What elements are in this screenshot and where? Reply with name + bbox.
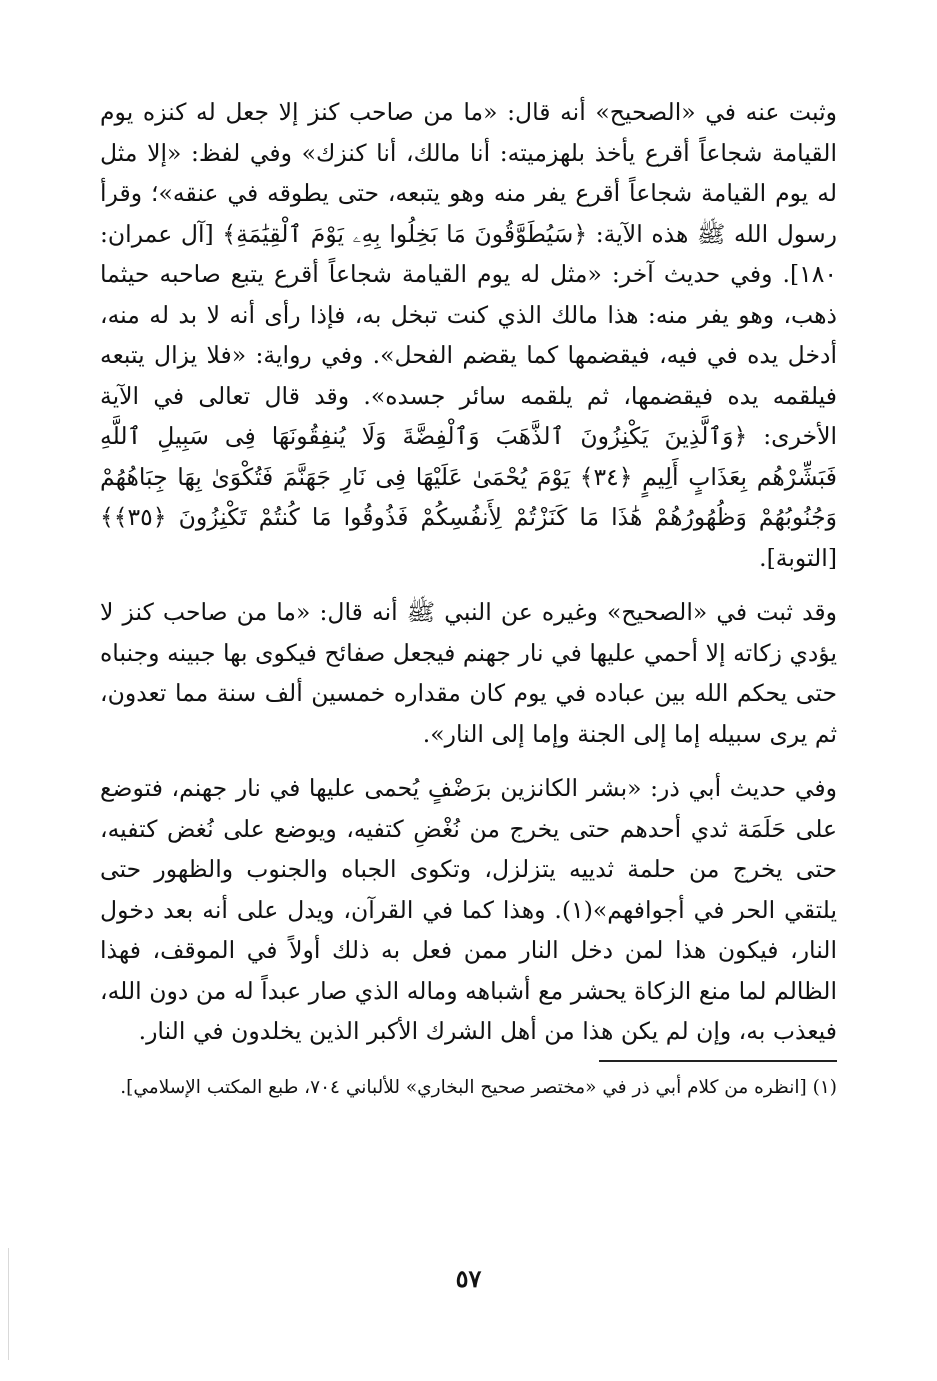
page-body [100,92,837,1104]
footnote: (١) [انظره من كلام أبي ذر في «مختصر صحيح البخاري» للألباني ٧٠٤، طبع المكتب الإسلامي]. [120,1076,837,1098]
footnote-divider [599,1060,837,1062]
scan-edge-line [8,1248,9,1360]
paragraph-hoarded-treasure-hadith: وثبت عنه في «الصحيح» أنه قال: «ما من صاحب كنز إلا جعل له كنزه يوم القيامة شجاعاً أقرع يأخذ بلهزميته: أنا مالك، أنا كنزك» وفي لفظ: «إلا مثل له يوم القيامة شجاعاً أقرع يفر منه وهو يتبعه، حتى يطوقه في عنقه»؛ وقرأ رسول الله ﷺ هذه الآية: ﴿سَيُطَوَّقُونَ مَا بَخِلُوا بِهِۦ يَوْمَ ٱلْقِيَٰمَةِ﴾ [آل عمران: ١٨٠]. وفي حديث آخر: «مثل له يوم القيامة شجاعاً أقرع يتبع صاحبه حيثما ذهب، وهو يفر منه: هذا مالك الذي كنت تبخل به، فإذا رأى أنه لا بد له منه، أدخل يده في فيه، فيقضمها كما يقضم الفحل». وفي رواية: «فلا يزال يتبعه فيلقمه يده فيقضمها، ثم يلقمه سائر جسده». وقد قال تعالى في الآية الأخرى: ﴿وَٱلَّذِينَ يَكْنِزُونَ ٱلذَّهَبَ وَٱلْفِضَّةَ وَلَا يُنفِقُونَهَا فِى سَبِيلِ ٱللَّهِ فَبَشِّرْهُم بِعَذَابٍ أَلِيمٍ ﴿٣٤﴾ يَوْمَ يُحْمَىٰ عَلَيْهَا فِى نَارِ جَهَنَّمَ فَتُكْوَىٰ بِهَا جِبَاهُهُمْ وَجُنُوبُهُمْ وَظُهُورُهُمْ هَٰذَا مَا كَنَزْتُمْ لِأَنفُسِكُمْ فَذُوقُوا مَا كُنتُمْ تَكْنِزُونَ ﴿٣٥﴾﴾ [التوبة]. [100,98,837,572]
paragraph-abu-dharr-hadith: وفي حديث أبي ذر: «بشر الكانزين برَضْفٍ يُحمى عليها في نار جهنم، فتوضع على حَلَمَة ثدي أحدهم حتى يخرج من نُغْضِ كتفيه، ويوضع على نُغض كتفيه، حتى يخرج من حلمة ثدييه يتزلزل، وتكوى الجباه والجنوب والظهور حتى يلتقي الحر في أجوافهم»(١). وهذا كما في القرآن، ويدل على أنه بعد دخول النار، فيكون هذا لمن دخل النار ممن فعل به ذلك أولاً في الموقف، فهذا الظالم لما منع الزكاة يحشر مع أشباهه وماله الذي صار عبداً له من دون الله، فيعذب به، وإن لم يكن هذا من أهل الشرك الأكبر الذين يخلدون في النار. [100,774,838,1045]
page-number: ٥٧ [455,1264,482,1293]
paragraph-zakat-hadith: وقد ثبت في «الصحيح» وغيره عن النبي ﷺ أنه قال: «ما من صاحب كنز لا يؤدي زكاته إلا أحمي عليها في نار جهنم فيجعل صفائح فيكوى بها جبينه وجنباه حتى يحكم الله بين عباده في يوم كان مقداره خمسين ألف سنة مما تعدون، ثم يرى سبيله إما إلى الجنة وإما إلى النار». [100,598,837,748]
